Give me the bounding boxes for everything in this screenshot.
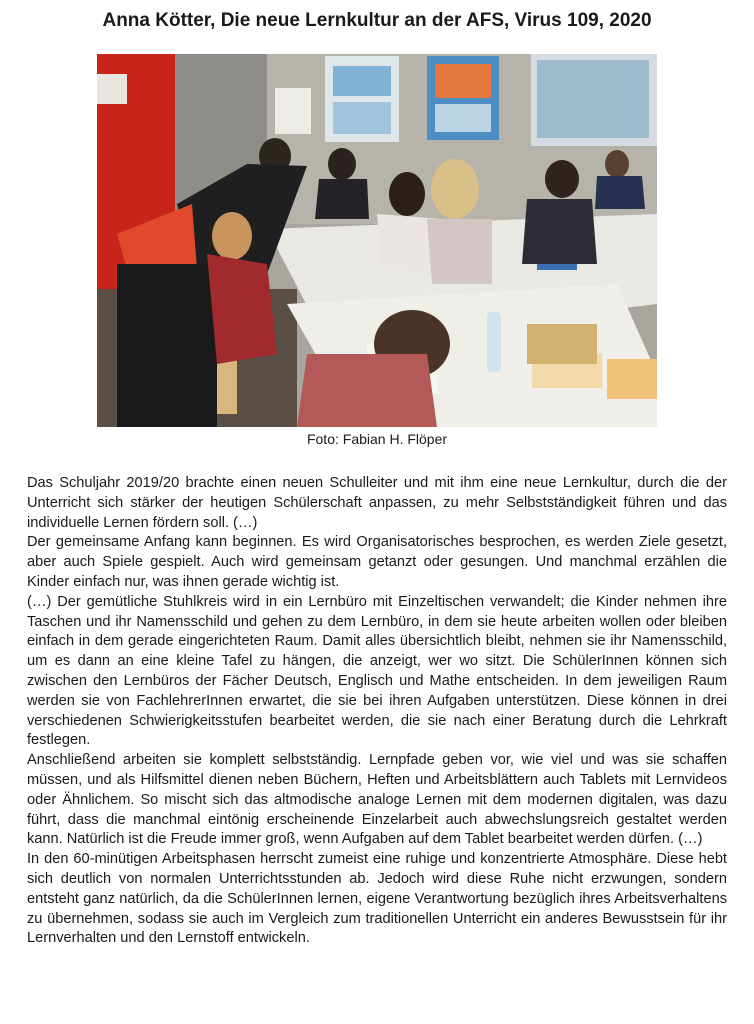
paragraph: Der gemeinsame Anfang kann beginnen. Es wird Organisatorisches besprochen, es werden Ziele gesetzt, aber auch Spiele gespielt. Auch wird gemeinsam getanzt oder gesungen. Und manchmal erzählen die Kinder einfach nur, was ihnen gerade wichtig ist. [27,534,727,590]
paragraph: Anschließend arbeiten sie komplett selbstständig. Lernpfade geben vor, wie viel und was sie schaffen müssen, und als Hilfsmittel dienen neben Büchern, Heften und Arbeitsblättern auch Tablets mit Lernvideos oder Ähnlichem. So mischt sich das altmodische analoge Lernen mit dem modernen digitalen, was dazu führt, dass die manchmal eintönig erscheinende Einzelarbeit auch abwechslungsreich gestaltet werden kann. Natürlich ist die Freude immer groß, wenn Aufgaben auf dem Tablet bearbeitet werden dürfen. (…) [27,752,727,848]
paragraph: Das Schuljahr 2019/20 brachte einen neuen Schulleiter und mit ihm eine neue Lernkultur, durch die der Unterricht sich stärker der heutigen Schülerschaft anpassen, zu mehr Selbstständigkeit führen und das individuelle Lernen fördern soll. (…) [27,475,727,531]
paragraph: (…) Der gemütliche Stuhlkreis wird in ein Lernbüro mit Einzeltischen verwandelt; die Kinder nehmen ihre Taschen und ihr Namensschild und gehen zu dem Lernbüro, in dem sie heute arbeiten wollen oder bleiben einfach in dem gerade eingerichteten Raum. Damit alles übersichtlich bleibt, nehmen sie ihr Namensschild, um es dann an eine kleine Tafel zu hängen, die anzeigt, wer wo sitzt. Die SchülerInnen können sich zwischen den Lernbüros der Fächer Deutsch, Englisch und Mathe entscheiden. In dem jeweiligen Raum werden sie von FachlehrerInnen erwartet, die sie bei ihren Aufgaben unterstützen. Diese können in drei verschiedenen Schwierigkeitsstufen bearbeitet werden, die sie nach einer Beratung durch die Lehrkraft festlegen. [27,593,727,749]
article-body [27,474,727,949]
page-title: Anna Kötter, Die neue Lernkultur an der AFS, Virus 109, 2020 [102,10,652,31]
classroom-photo [97,54,657,427]
paragraph: In den 60-minütigen Arbeitsphasen herrscht zumeist eine ruhige und konzentrierte Atmosphäre. Diese hebt sich deutlich von normalen Unterrichtsstunden ab. Jedoch wird diese Ruhe nicht erzwungen, sondern entsteht ganz natürlich, da die SchülerInnen lernen, eigene Verantwortung bezüglich ihres Arbeitsverhaltens zu übernehmen, sodass sie auch im Vergleich zum traditionellen Unterricht ein anderes Bewusstsein für ihr Lernverhalten und den Lernstoff entwickeln. [27,851,727,947]
photo-caption: Foto: Fabian H. Flöper [306,431,448,447]
